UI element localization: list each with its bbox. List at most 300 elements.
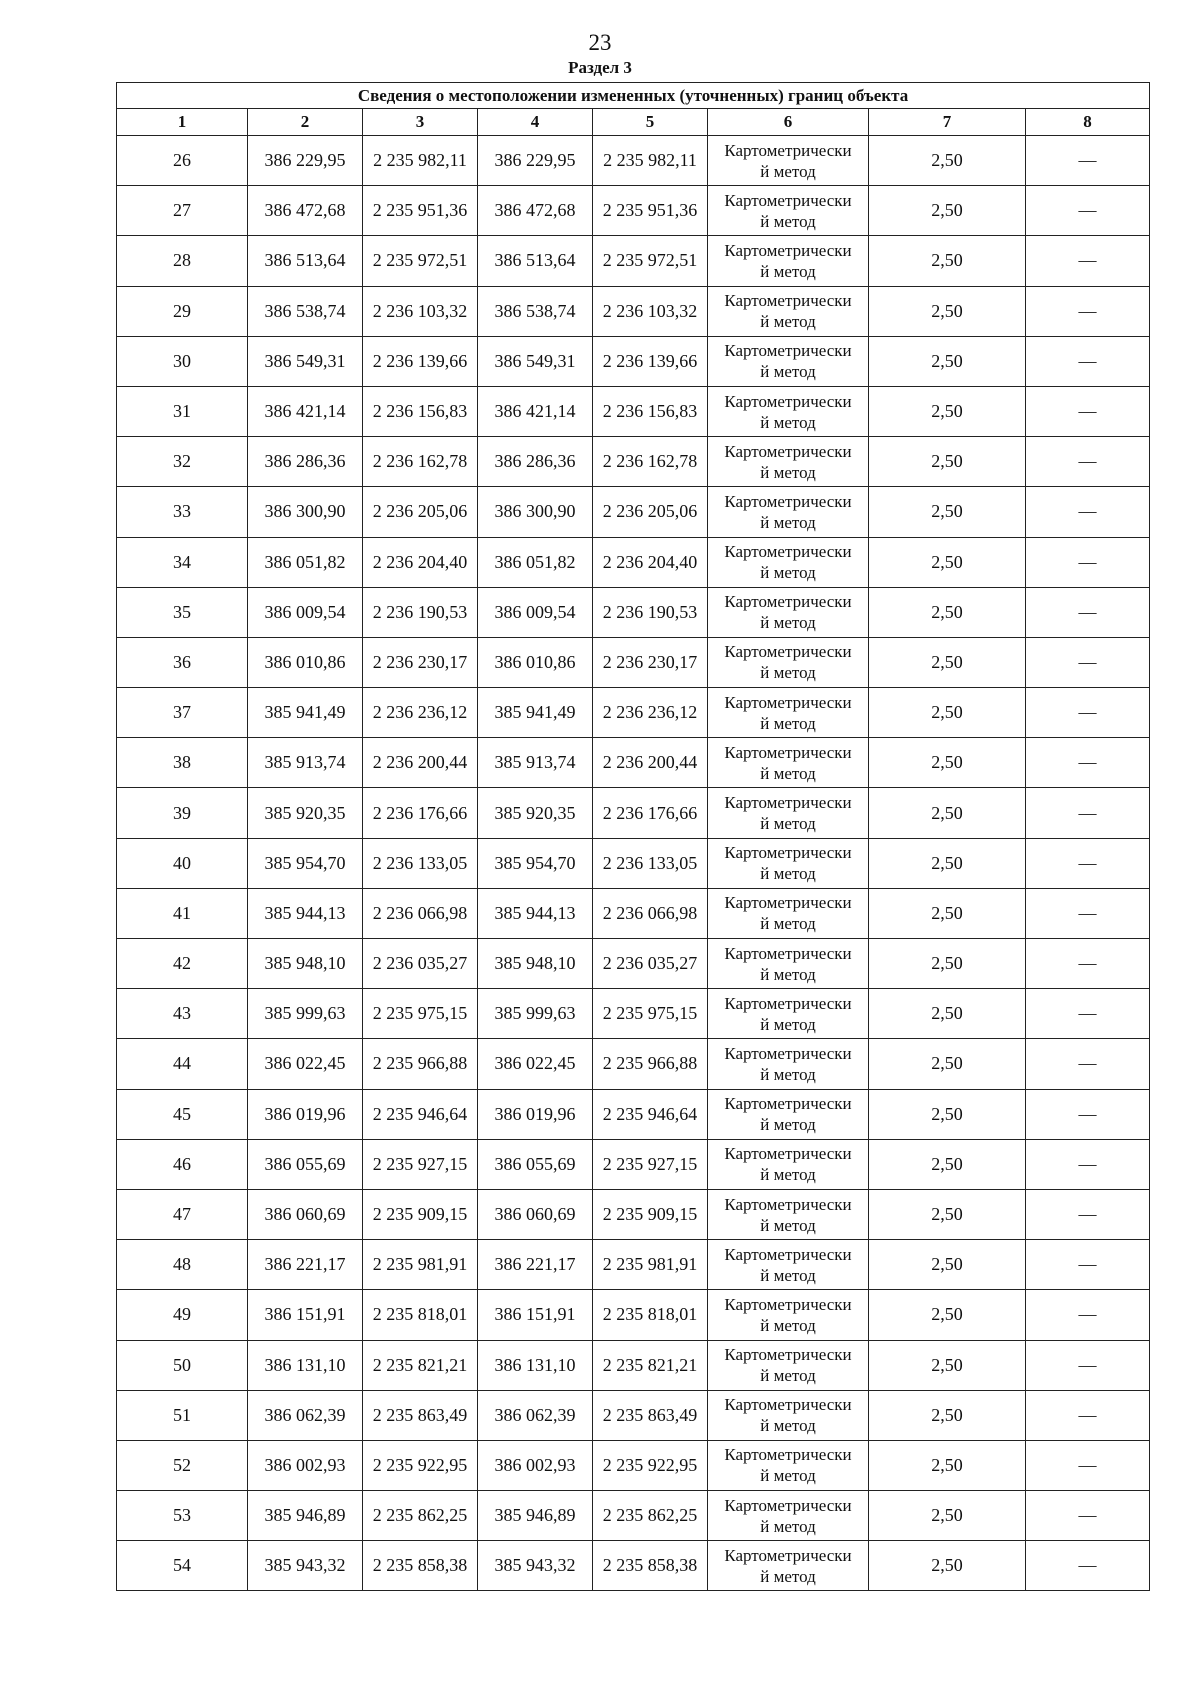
note-cell: — xyxy=(1026,236,1150,286)
y-new-cell: 2 236 200,44 xyxy=(593,738,708,788)
y-old-cell: 2 235 982,11 xyxy=(363,136,478,186)
method-text-line1: Картометрически xyxy=(724,592,852,612)
y-new-cell: 2 235 818,01 xyxy=(593,1290,708,1340)
method-text-line2: й метод xyxy=(760,261,816,281)
table-row xyxy=(117,838,1150,888)
table-row xyxy=(117,1541,1150,1591)
y-old-cell: 2 235 946,64 xyxy=(363,1089,478,1139)
method-text-line1: Картометрически xyxy=(724,742,852,762)
y-old-cell: 2 235 951,36 xyxy=(363,186,478,236)
method-text-line2: й метод xyxy=(760,1064,816,1084)
method-text-line1: Картометрически xyxy=(724,843,852,863)
x-old-cell: 386 022,45 xyxy=(248,1039,363,1089)
point-number-cell: 48 xyxy=(117,1240,248,1290)
x-new-cell: 385 948,10 xyxy=(478,939,593,989)
point-number-cell: 37 xyxy=(117,688,248,738)
table-caption: Сведения о местоположении измененных (уточненных) границ объекта xyxy=(117,83,1150,109)
method-cell xyxy=(708,989,869,1039)
x-new-cell: 386 513,64 xyxy=(478,236,593,286)
table-row xyxy=(117,236,1150,286)
y-old-cell: 2 235 862,25 xyxy=(363,1491,478,1541)
table-row xyxy=(117,888,1150,938)
x-new-cell: 386 062,39 xyxy=(478,1390,593,1440)
method-text-line2: й метод xyxy=(760,1516,816,1536)
method-text-line1: Картометрически xyxy=(724,190,852,210)
accuracy-cell: 2,50 xyxy=(869,788,1026,838)
y-old-cell: 2 236 162,78 xyxy=(363,437,478,487)
x-old-cell: 386 221,17 xyxy=(248,1240,363,1290)
y-new-cell: 2 235 927,15 xyxy=(593,1139,708,1189)
accuracy-cell: 2,50 xyxy=(869,1039,1026,1089)
method-text-line1: Картометрически xyxy=(724,240,852,260)
note-cell: — xyxy=(1026,838,1150,888)
coordinates-table xyxy=(116,82,1150,1591)
y-old-cell: 2 235 863,49 xyxy=(363,1390,478,1440)
table-row xyxy=(117,437,1150,487)
method-text-line2: й метод xyxy=(760,412,816,432)
x-old-cell: 386 513,64 xyxy=(248,236,363,286)
method-text-line1: Картометрически xyxy=(724,1395,852,1415)
accuracy-cell: 2,50 xyxy=(869,1390,1026,1440)
method-text-line1: Картометрически xyxy=(724,291,852,311)
table-row xyxy=(117,136,1150,186)
x-old-cell: 386 229,95 xyxy=(248,136,363,186)
note-cell: — xyxy=(1026,688,1150,738)
y-new-cell: 2 235 946,64 xyxy=(593,1089,708,1139)
accuracy-cell: 2,50 xyxy=(869,688,1026,738)
point-number-cell: 42 xyxy=(117,939,248,989)
y-old-cell: 2 235 909,15 xyxy=(363,1189,478,1239)
method-cell xyxy=(708,888,869,938)
accuracy-cell: 2,50 xyxy=(869,487,1026,537)
method-text-line2: й метод xyxy=(760,1215,816,1235)
table-row xyxy=(117,336,1150,386)
method-cell xyxy=(708,1189,869,1239)
note-cell: — xyxy=(1026,1089,1150,1139)
x-new-cell: 385 999,63 xyxy=(478,989,593,1039)
method-cell xyxy=(708,1491,869,1541)
accuracy-cell: 2,50 xyxy=(869,1290,1026,1340)
y-old-cell: 2 236 236,12 xyxy=(363,688,478,738)
table-row xyxy=(117,1390,1150,1440)
method-text-line2: й метод xyxy=(760,1115,816,1135)
y-old-cell: 2 235 858,38 xyxy=(363,1541,478,1591)
y-new-cell: 2 235 862,25 xyxy=(593,1491,708,1541)
x-new-cell: 385 941,49 xyxy=(478,688,593,738)
x-old-cell: 386 060,69 xyxy=(248,1189,363,1239)
point-number-cell: 44 xyxy=(117,1039,248,1089)
method-text-line2: й метод xyxy=(760,362,816,382)
note-cell: — xyxy=(1026,738,1150,788)
x-old-cell: 385 920,35 xyxy=(248,788,363,838)
note-cell: — xyxy=(1026,989,1150,1039)
x-old-cell: 386 055,69 xyxy=(248,1139,363,1189)
table-row xyxy=(117,788,1150,838)
note-cell: — xyxy=(1026,1390,1150,1440)
point-number-cell: 53 xyxy=(117,1491,248,1541)
y-new-cell: 2 236 230,17 xyxy=(593,637,708,687)
x-new-cell: 385 943,32 xyxy=(478,1541,593,1591)
accuracy-cell: 2,50 xyxy=(869,336,1026,386)
method-cell xyxy=(708,939,869,989)
accuracy-cell: 2,50 xyxy=(869,1089,1026,1139)
method-text-line1: Картометрически xyxy=(724,893,852,913)
method-text-line1: Картометрически xyxy=(724,692,852,712)
x-new-cell: 386 022,45 xyxy=(478,1039,593,1089)
method-cell xyxy=(708,1240,869,1290)
y-new-cell: 2 235 966,88 xyxy=(593,1039,708,1089)
point-number-cell: 49 xyxy=(117,1290,248,1340)
y-old-cell: 2 235 922,95 xyxy=(363,1440,478,1490)
x-new-cell: 386 151,91 xyxy=(478,1290,593,1340)
y-new-cell: 2 236 205,06 xyxy=(593,487,708,537)
note-cell: — xyxy=(1026,437,1150,487)
method-text-line2: й метод xyxy=(760,211,816,231)
y-new-cell: 2 235 858,38 xyxy=(593,1541,708,1591)
x-new-cell: 386 229,95 xyxy=(478,136,593,186)
table-row xyxy=(117,487,1150,537)
method-text-line2: й метод xyxy=(760,964,816,984)
column-header: 4 xyxy=(478,109,593,136)
point-number-cell: 27 xyxy=(117,186,248,236)
method-cell xyxy=(708,1541,869,1591)
x-new-cell: 386 221,17 xyxy=(478,1240,593,1290)
x-new-cell: 386 472,68 xyxy=(478,186,593,236)
accuracy-cell: 2,50 xyxy=(869,637,1026,687)
y-new-cell: 2 235 975,15 xyxy=(593,989,708,1039)
y-old-cell: 2 235 975,15 xyxy=(363,989,478,1039)
method-text-line1: Картометрически xyxy=(724,1345,852,1365)
x-old-cell: 386 549,31 xyxy=(248,336,363,386)
method-cell xyxy=(708,136,869,186)
method-text-line1: Картометрически xyxy=(724,1094,852,1114)
table-row xyxy=(117,587,1150,637)
x-old-cell: 385 944,13 xyxy=(248,888,363,938)
method-cell xyxy=(708,838,869,888)
table-body xyxy=(117,136,1150,1591)
y-old-cell: 2 236 200,44 xyxy=(363,738,478,788)
accuracy-cell: 2,50 xyxy=(869,1240,1026,1290)
method-text-line2: й метод xyxy=(760,462,816,482)
y-new-cell: 2 236 133,05 xyxy=(593,838,708,888)
x-old-cell: 385 999,63 xyxy=(248,989,363,1039)
table-row xyxy=(117,989,1150,1039)
method-text-line2: й метод xyxy=(760,713,816,733)
note-cell: — xyxy=(1026,1491,1150,1541)
method-cell xyxy=(708,437,869,487)
y-old-cell: 2 236 176,66 xyxy=(363,788,478,838)
accuracy-cell: 2,50 xyxy=(869,989,1026,1039)
point-number-cell: 39 xyxy=(117,788,248,838)
table-row xyxy=(117,1440,1150,1490)
accuracy-cell: 2,50 xyxy=(869,1440,1026,1490)
y-old-cell: 2 236 190,53 xyxy=(363,587,478,637)
method-text-line2: й метод xyxy=(760,864,816,884)
method-cell xyxy=(708,1039,869,1089)
point-number-cell: 26 xyxy=(117,136,248,186)
accuracy-cell: 2,50 xyxy=(869,437,1026,487)
accuracy-cell: 2,50 xyxy=(869,236,1026,286)
y-new-cell: 2 236 103,32 xyxy=(593,286,708,336)
note-cell: — xyxy=(1026,939,1150,989)
method-text-line2: й метод xyxy=(760,914,816,934)
section-title: Раздел 3 xyxy=(568,58,632,77)
x-new-cell: 386 051,82 xyxy=(478,537,593,587)
method-text-line1: Картометрически xyxy=(724,1294,852,1314)
y-old-cell: 2 236 035,27 xyxy=(363,939,478,989)
accuracy-cell: 2,50 xyxy=(869,587,1026,637)
x-new-cell: 385 944,13 xyxy=(478,888,593,938)
note-cell: — xyxy=(1026,1541,1150,1591)
x-old-cell: 385 941,49 xyxy=(248,688,363,738)
x-new-cell: 386 131,10 xyxy=(478,1340,593,1390)
y-new-cell: 2 236 066,98 xyxy=(593,888,708,938)
method-cell xyxy=(708,1089,869,1139)
method-text-line1: Картометрически xyxy=(724,1445,852,1465)
y-new-cell: 2 236 190,53 xyxy=(593,587,708,637)
page-number: 23 xyxy=(588,30,612,55)
method-cell xyxy=(708,738,869,788)
point-number-cell: 35 xyxy=(117,587,248,637)
y-old-cell: 2 236 205,06 xyxy=(363,487,478,537)
method-text-line1: Картометрически xyxy=(724,1144,852,1164)
y-new-cell: 2 236 236,12 xyxy=(593,688,708,738)
point-number-cell: 46 xyxy=(117,1139,248,1189)
note-cell: — xyxy=(1026,286,1150,336)
point-number-cell: 34 xyxy=(117,537,248,587)
method-text-line2: й метод xyxy=(760,512,816,532)
note-cell: — xyxy=(1026,487,1150,537)
y-new-cell: 2 235 981,91 xyxy=(593,1240,708,1290)
column-header: 1 xyxy=(117,109,248,136)
method-cell xyxy=(708,487,869,537)
method-cell xyxy=(708,1390,869,1440)
x-old-cell: 385 913,74 xyxy=(248,738,363,788)
column-header: 6 xyxy=(708,109,869,136)
method-text-line2: й метод xyxy=(760,1416,816,1436)
x-new-cell: 386 286,36 xyxy=(478,437,593,487)
note-cell: — xyxy=(1026,1440,1150,1490)
note-cell: — xyxy=(1026,186,1150,236)
note-cell: — xyxy=(1026,1290,1150,1340)
point-number-cell: 31 xyxy=(117,386,248,436)
table-row xyxy=(117,1290,1150,1340)
method-text-line1: Картометрически xyxy=(724,1043,852,1063)
accuracy-cell: 2,50 xyxy=(869,738,1026,788)
y-new-cell: 2 236 035,27 xyxy=(593,939,708,989)
y-new-cell: 2 235 922,95 xyxy=(593,1440,708,1490)
table-row xyxy=(117,1089,1150,1139)
column-header: 2 xyxy=(248,109,363,136)
y-old-cell: 2 235 966,88 xyxy=(363,1039,478,1089)
x-old-cell: 386 009,54 xyxy=(248,587,363,637)
x-old-cell: 385 943,32 xyxy=(248,1541,363,1591)
table-row xyxy=(117,688,1150,738)
accuracy-cell: 2,50 xyxy=(869,386,1026,436)
y-new-cell: 2 236 156,83 xyxy=(593,386,708,436)
x-old-cell: 386 286,36 xyxy=(248,437,363,487)
method-text-line1: Картометрически xyxy=(724,1495,852,1515)
method-text-line2: й метод xyxy=(760,563,816,583)
x-old-cell: 386 300,90 xyxy=(248,487,363,537)
accuracy-cell: 2,50 xyxy=(869,888,1026,938)
column-header: 8 xyxy=(1026,109,1150,136)
point-number-cell: 50 xyxy=(117,1340,248,1390)
method-cell xyxy=(708,336,869,386)
accuracy-cell: 2,50 xyxy=(869,1189,1026,1239)
accuracy-cell: 2,50 xyxy=(869,286,1026,336)
point-number-cell: 28 xyxy=(117,236,248,286)
method-cell xyxy=(708,286,869,336)
method-text-line2: й метод xyxy=(760,1366,816,1386)
point-number-cell: 45 xyxy=(117,1089,248,1139)
y-new-cell: 2 235 863,49 xyxy=(593,1390,708,1440)
x-new-cell: 386 549,31 xyxy=(478,336,593,386)
x-old-cell: 386 538,74 xyxy=(248,286,363,336)
y-new-cell: 2 236 176,66 xyxy=(593,788,708,838)
column-header: 3 xyxy=(363,109,478,136)
method-text-line1: Картометрически xyxy=(724,140,852,160)
note-cell: — xyxy=(1026,637,1150,687)
y-old-cell: 2 235 972,51 xyxy=(363,236,478,286)
point-number-cell: 41 xyxy=(117,888,248,938)
point-number-cell: 51 xyxy=(117,1390,248,1440)
x-new-cell: 386 055,69 xyxy=(478,1139,593,1189)
note-cell: — xyxy=(1026,1240,1150,1290)
table-row xyxy=(117,1189,1150,1239)
table-row xyxy=(117,637,1150,687)
method-text-line1: Картометрически xyxy=(724,1545,852,1565)
accuracy-cell: 2,50 xyxy=(869,838,1026,888)
x-old-cell: 386 151,91 xyxy=(248,1290,363,1340)
method-cell xyxy=(708,788,869,838)
method-text-line2: й метод xyxy=(760,613,816,633)
method-cell xyxy=(708,637,869,687)
x-old-cell: 385 946,89 xyxy=(248,1491,363,1541)
y-old-cell: 2 235 927,15 xyxy=(363,1139,478,1189)
y-new-cell: 2 235 972,51 xyxy=(593,236,708,286)
x-old-cell: 386 051,82 xyxy=(248,537,363,587)
method-text-line1: Картометрически xyxy=(724,542,852,562)
y-old-cell: 2 235 818,01 xyxy=(363,1290,478,1340)
method-text-line2: й метод xyxy=(760,763,816,783)
note-cell: — xyxy=(1026,788,1150,838)
method-cell xyxy=(708,537,869,587)
method-cell xyxy=(708,236,869,286)
x-new-cell: 385 946,89 xyxy=(478,1491,593,1541)
method-cell xyxy=(708,1340,869,1390)
method-cell xyxy=(708,688,869,738)
x-new-cell: 385 954,70 xyxy=(478,838,593,888)
note-cell: — xyxy=(1026,1340,1150,1390)
table-row xyxy=(117,537,1150,587)
note-cell: — xyxy=(1026,336,1150,386)
x-new-cell: 386 060,69 xyxy=(478,1189,593,1239)
point-number-cell: 36 xyxy=(117,637,248,687)
table-row xyxy=(117,1340,1150,1390)
x-old-cell: 386 010,86 xyxy=(248,637,363,687)
method-text-line2: й метод xyxy=(760,1466,816,1486)
x-new-cell: 386 009,54 xyxy=(478,587,593,637)
method-text-line1: Картометрически xyxy=(724,642,852,662)
x-new-cell: 385 920,35 xyxy=(478,788,593,838)
point-number-cell: 43 xyxy=(117,989,248,1039)
column-header: 7 xyxy=(869,109,1026,136)
accuracy-cell: 2,50 xyxy=(869,136,1026,186)
note-cell: — xyxy=(1026,1139,1150,1189)
column-header: 5 xyxy=(593,109,708,136)
method-text-line2: й метод xyxy=(760,814,816,834)
y-old-cell: 2 236 139,66 xyxy=(363,336,478,386)
method-text-line2: й метод xyxy=(760,663,816,683)
method-text-line1: Картометрически xyxy=(724,993,852,1013)
y-old-cell: 2 235 981,91 xyxy=(363,1240,478,1290)
method-text-line1: Картометрически xyxy=(724,491,852,511)
method-cell xyxy=(708,1290,869,1340)
method-text-line2: й метод xyxy=(760,1566,816,1586)
y-new-cell: 2 235 909,15 xyxy=(593,1189,708,1239)
method-cell xyxy=(708,186,869,236)
point-number-cell: 32 xyxy=(117,437,248,487)
point-number-cell: 29 xyxy=(117,286,248,336)
y-new-cell: 2 235 951,36 xyxy=(593,186,708,236)
x-new-cell: 386 002,93 xyxy=(478,1440,593,1490)
method-text-line2: й метод xyxy=(760,1014,816,1034)
y-new-cell: 2 236 204,40 xyxy=(593,537,708,587)
table-row xyxy=(117,1491,1150,1541)
method-text-line1: Картометрически xyxy=(724,341,852,361)
table-row xyxy=(117,286,1150,336)
x-new-cell: 386 010,86 xyxy=(478,637,593,687)
y-old-cell: 2 236 103,32 xyxy=(363,286,478,336)
point-number-cell: 33 xyxy=(117,487,248,537)
x-old-cell: 386 472,68 xyxy=(248,186,363,236)
note-cell: — xyxy=(1026,1189,1150,1239)
method-text-line2: й метод xyxy=(760,1315,816,1335)
x-old-cell: 385 954,70 xyxy=(248,838,363,888)
y-new-cell: 2 236 139,66 xyxy=(593,336,708,386)
y-old-cell: 2 236 066,98 xyxy=(363,888,478,938)
method-text-line2: й метод xyxy=(760,161,816,181)
x-new-cell: 386 421,14 xyxy=(478,386,593,436)
point-number-cell: 54 xyxy=(117,1541,248,1591)
table-row xyxy=(117,386,1150,436)
accuracy-cell: 2,50 xyxy=(869,1139,1026,1189)
method-cell xyxy=(708,587,869,637)
y-new-cell: 2 236 162,78 xyxy=(593,437,708,487)
x-new-cell: 386 300,90 xyxy=(478,487,593,537)
point-number-cell: 47 xyxy=(117,1189,248,1239)
point-number-cell: 30 xyxy=(117,336,248,386)
x-old-cell: 386 019,96 xyxy=(248,1089,363,1139)
method-cell xyxy=(708,1139,869,1189)
note-cell: — xyxy=(1026,537,1150,587)
y-new-cell: 2 235 821,21 xyxy=(593,1340,708,1390)
y-old-cell: 2 236 204,40 xyxy=(363,537,478,587)
method-text-line1: Картометрически xyxy=(724,1244,852,1264)
method-text-line1: Картометрически xyxy=(724,441,852,461)
method-text-line1: Картометрически xyxy=(724,793,852,813)
method-text-line1: Картометрически xyxy=(724,943,852,963)
point-number-cell: 38 xyxy=(117,738,248,788)
point-number-cell: 40 xyxy=(117,838,248,888)
method-text-line2: й метод xyxy=(760,1265,816,1285)
accuracy-cell: 2,50 xyxy=(869,1340,1026,1390)
accuracy-cell: 2,50 xyxy=(869,1491,1026,1541)
y-old-cell: 2 236 156,83 xyxy=(363,386,478,436)
note-cell: — xyxy=(1026,587,1150,637)
x-new-cell: 385 913,74 xyxy=(478,738,593,788)
